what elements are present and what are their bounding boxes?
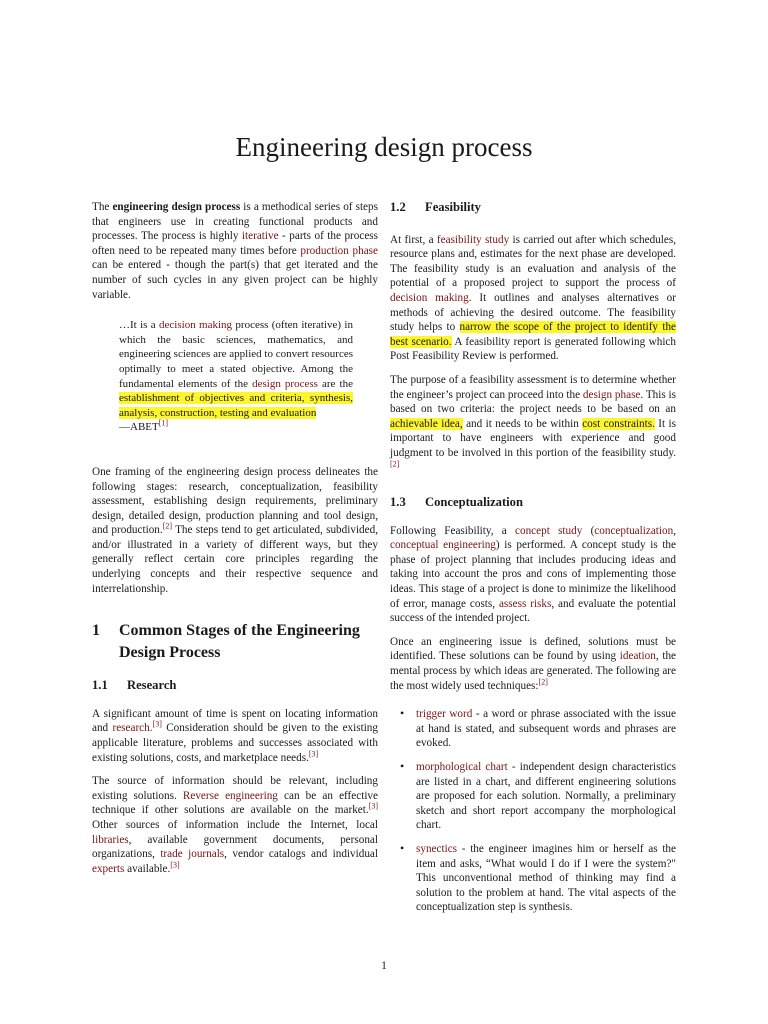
citation-link[interactable]: [3] [170, 860, 180, 870]
term-bold: engineering design process [112, 201, 241, 213]
link-production-phase[interactable]: production phase [300, 244, 378, 257]
stages-paragraph: One framing of the engineering design process delineates the following stages: research, conceptualization, feasibility assessment, establishing design requirements, preliminary design, detailed design, production planning and tool design, and production.[2] The steps tend to get articulated, subdivided, and/or illustrated in a variety of different ways, but they generally reflect certain core principles regarding the underlying concepts and their respective sequence and interrelationship. [92, 465, 379, 595]
left-column [92, 200, 378, 885]
link-synectics[interactable]: synectics [416, 842, 458, 855]
section-heading: 1 Common Stages of the Engineering Design Process [92, 622, 360, 662]
link-conceptualization[interactable]: conceptualization [594, 524, 674, 537]
link-research[interactable]: research. [112, 722, 153, 735]
page-title: Engineering design process [235, 132, 533, 163]
feasibility-purpose-paragraph: The purpose of a feasibility assessment is to determine whether the engineer’s project can proceed into the design phase. This is based on two criteria: the project needs to be based on an achievable idea, and it needs to be within cost constraints. It is important to have engineers with experience and good judgment to be involved in this portion of the feasibility study.[2] [390, 373, 677, 468]
link-feasibility-study[interactable]: feasibility study [436, 233, 510, 246]
feasibility-paragraph: At first, a feasibility study is carried out after which schedules, resource plans and, estimates for the next phase are developed. The feasibility study is an evaluation and analysis of the potential of a proposed project to support the process of decision making. It outlines and analyses alternatives or methods of achieving the desired outcome. The feasibility study helps to narrow the scope of the project to identify the best scenario. A feasibility report is generated following which Post Feasibility Review is performed. [390, 233, 677, 363]
quote-attribution: —ABET [119, 421, 159, 434]
list-item: • synectics - the engineer imagines him or herself as the item and asks, “What would I do if I were the system?" This unconventional method of thinking may find a solution to the problem at hand. The vital aspects of the conceptualization step is synthesis. [400, 840, 676, 914]
ideation-paragraph: Once an engineering issue is defined, solutions must be identified. These solutions can be found by using ideation, the mental process by which ideas are generated. The following are the most widely used techniques:[2] [390, 635, 677, 692]
link-conceptual-engineering[interactable]: conceptual engineering [390, 539, 496, 552]
bullet-icon: • [400, 759, 405, 773]
link-trigger-word[interactable]: trigger word [416, 708, 473, 721]
subsection-heading-research: 1.1 Research [92, 678, 177, 693]
citation-link[interactable]: [2] [538, 676, 548, 686]
abet-quote: …It is a decision making process (often iterative) in which the basic sciences, mathematics, and engineering sciences are applied to convert resources optimally to meet a stated objective. Among the fundamental elements of the design process are the establishment of objectives and criteria, synthesis, analysis, construction, testing and evaluation —ABET[1] [119, 319, 353, 434]
citation-link[interactable]: [3] [152, 719, 162, 729]
subsection-heading-feasibility: 1.2 Feasibility [390, 200, 481, 214]
research-paragraph: A significant amount of time is spent on locating information and research.[3] Consideration should be given to the existing applicable literature, problems and successes associated with existing solutions, costs, and marketplace needs.[3] [92, 707, 378, 764]
link-ideation[interactable]: ideation [619, 650, 656, 663]
link-assess-risks[interactable]: assess risks [498, 597, 552, 610]
highlight: achievable idea, [390, 417, 463, 430]
bullet-icon: • [400, 706, 405, 721]
research-sources-paragraph: The source of information should be relevant, including existing solutions. Reverse engineering can be an effective technique if other solutions are available on the market.[3] Other sources of information include the Internet, local libraries, available government documents, personal organizations, trade journals, vendor catalogs and individual experts available.[3] [92, 775, 378, 875]
citation-link[interactable]: [2] [162, 521, 173, 531]
highlight: establishment of objectives and criteria, synthesis, analysis, construction, testing and evaluation [119, 392, 353, 419]
citation-link[interactable]: [1] [158, 418, 169, 428]
citation-link[interactable]: [3] [308, 748, 319, 758]
link-decision-making[interactable]: decision making [390, 291, 469, 304]
citation-link[interactable]: [3] [368, 801, 378, 811]
link-design-process[interactable]: design process [252, 377, 318, 390]
link-concept-study[interactable]: concept study [515, 524, 583, 537]
link-experts[interactable]: experts [92, 862, 125, 875]
link-design-phase[interactable]: design phase [582, 388, 641, 401]
page-number: 1 [381, 960, 387, 972]
bullet-icon: • [400, 840, 405, 855]
intro-paragraph: The engineering design process is a methodical series of steps that engineers use in creating functional products and processes. The process is highly iterative - parts of the process often need to be repeated many times before production phase can be entered - though the part(s) that get iterated and the number of such cycles in any given project can be highly variable. [92, 201, 379, 301]
right-column [390, 200, 676, 924]
link-iterative[interactable]: iterative [241, 230, 279, 243]
link-libraries[interactable]: libraries [92, 833, 129, 846]
concept-study-paragraph: Following Feasibility, a concept study (conceptualization, conceptual engineering) is performed. A concept study is the phase of project planning that includes producing ideas and taking into account the pros and cons of implementing those ideas. This stage of a project is done to minimize the likelihood of error, manage costs, assess risks, and evaluate the potential success of the intended project. [390, 524, 676, 625]
link-reverse-engineering[interactable]: Reverse engineering [182, 789, 278, 802]
link-morphological-chart[interactable]: morphological chart [416, 761, 508, 773]
link-decision-making[interactable]: decision making [159, 319, 233, 332]
highlight: narrow the scope of the project to identify the best scenario. [390, 321, 677, 348]
citation-link[interactable]: [2] [390, 458, 400, 468]
subsection-heading-conceptualization: 1.3 Conceptualization [390, 495, 523, 510]
list-item: • trigger word - a word or phrase associated with the issue at hand is stated, and subsequent words and phrases are evoked. [400, 706, 676, 750]
list-item: • morphological chart - independent design characteristics are listed in a chart, and different engineering solutions are proposed for each solution. Normally, a preliminary sketch and short report accompany the morphological chart. [400, 759, 676, 832]
highlight: cost constraints. [582, 417, 655, 430]
techniques-list [390, 707, 676, 915]
link-trade-journals[interactable]: trade journals [160, 848, 225, 861]
